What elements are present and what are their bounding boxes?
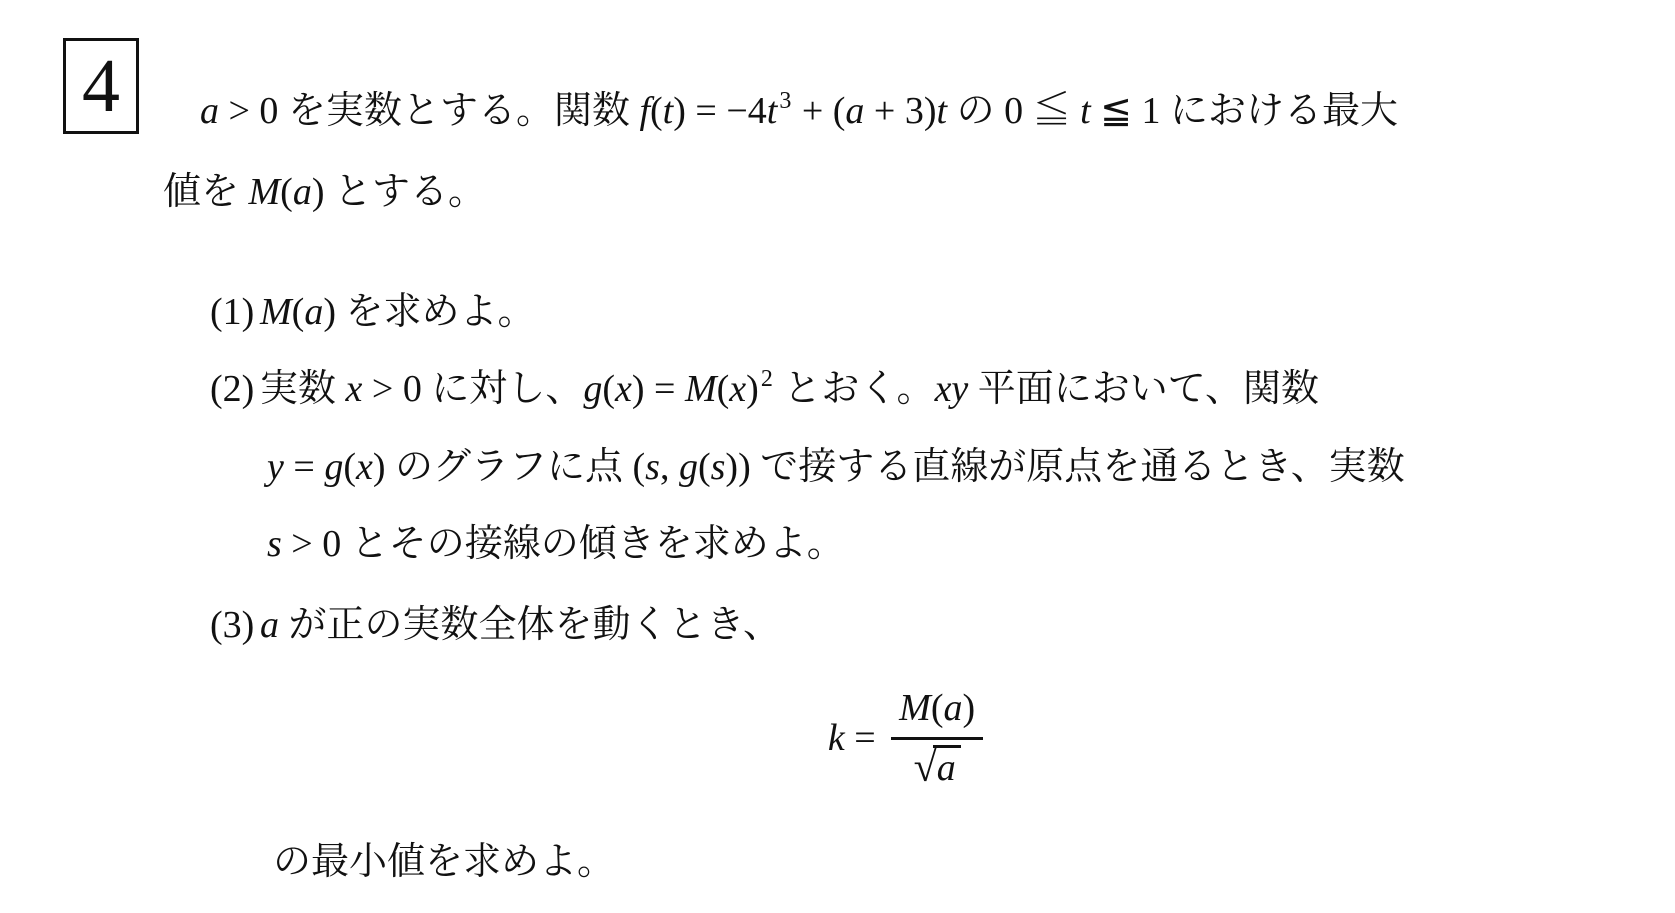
intro-line-1 [200, 86, 1398, 136]
text-segment: s [710, 446, 726, 488]
item-2-line-3 [267, 521, 845, 569]
text-segment: 平面において、関数 [968, 368, 1320, 410]
text-segment: とおく。 [773, 368, 935, 410]
item-1-content [260, 291, 535, 333]
text-segment: x [615, 368, 632, 410]
item-3-label: (3) [210, 604, 255, 646]
text-segment: + 3) [864, 90, 937, 132]
text-segment: > 0 [219, 90, 288, 132]
text-segment: の最小値を求めよ。 [273, 841, 616, 883]
text-segment: ( [697, 446, 711, 488]
text-segment: ( [716, 368, 730, 410]
equation-lhs [828, 717, 885, 759]
text-segment: x [355, 446, 373, 488]
text-segment: ) [323, 291, 346, 333]
text-segment: g [324, 446, 344, 488]
text-segment: t [766, 90, 778, 132]
problem-number: 4 [82, 44, 120, 128]
text-segment: ≦ 1 [1090, 90, 1170, 132]
text-segment: とその接線の傾きを求めよ。 [350, 523, 845, 565]
text-segment: , [659, 446, 679, 488]
text-segment: のグラフに点 [395, 446, 633, 488]
text-segment: y [267, 446, 284, 488]
text-segment: t [662, 90, 674, 132]
text-segment: s [645, 446, 660, 488]
text-segment: とする。 [333, 171, 486, 213]
text-segment: )) [725, 446, 761, 488]
text-segment: g [583, 368, 603, 410]
fraction-denominator [891, 740, 983, 790]
text-segment: を実数とする。関数 [287, 90, 640, 132]
text-segment: 3 [779, 88, 792, 114]
text-segment: ) [311, 171, 334, 213]
text-segment: t [936, 90, 948, 132]
text-segment: a [260, 604, 279, 646]
text-segment: 値を [163, 171, 249, 213]
intro-line-2 [163, 169, 486, 217]
display-equation [68, 686, 1675, 790]
text-segment: s [267, 523, 282, 565]
text-segment: M [260, 291, 292, 333]
text-segment: の [947, 90, 1005, 132]
text-segment: ) [962, 687, 976, 729]
text-segment: ) [372, 446, 395, 488]
item-2 [210, 364, 1319, 414]
text-segment: M [899, 687, 931, 729]
text-segment: ( [632, 446, 646, 488]
item-3-line-1 [260, 604, 781, 646]
text-segment: に対し、 [431, 368, 584, 410]
text-segment: M [248, 171, 281, 213]
text-segment: 0 ≦ [1004, 90, 1081, 132]
text-segment: ( [280, 171, 293, 213]
text-segment: + ( [792, 90, 846, 132]
text-segment: a [304, 291, 324, 333]
text-segment: ( [930, 687, 944, 729]
text-segment: = [283, 446, 325, 488]
radical-sign: √ [913, 745, 937, 791]
closing-line [273, 839, 615, 887]
text-segment: a [936, 747, 956, 789]
text-segment: k [827, 717, 845, 759]
text-segment: ( [650, 90, 663, 132]
problem-number-box [63, 38, 139, 134]
text-segment: > 0 [362, 368, 432, 410]
text-segment: ) = −4 [673, 90, 767, 132]
text-segment: g [678, 446, 698, 488]
text-segment: 実数 [260, 368, 346, 410]
item-1 [210, 289, 535, 337]
item-2-line-2 [267, 444, 1405, 492]
text-segment: ( [602, 368, 615, 410]
item-2-line-1 [260, 368, 1319, 410]
text-segment: a [845, 90, 865, 132]
text-segment: a [943, 687, 963, 729]
equation-fraction [891, 686, 983, 790]
text-segment: を求めよ。 [345, 291, 536, 333]
item-3 [210, 602, 781, 650]
text-segment: ) = [631, 368, 685, 410]
text-segment: M [684, 368, 717, 410]
text-segment: > 0 [281, 523, 351, 565]
text-segment: xy [934, 368, 969, 410]
item-1-label: (1) [210, 291, 255, 333]
text-segment: a [200, 90, 219, 132]
text-segment: で接する直線が原点を通るとき、実数 [760, 446, 1405, 488]
text-segment: = [844, 717, 886, 759]
text-segment: x [729, 368, 747, 410]
fraction-numerator [891, 686, 983, 740]
text-segment: 2 [760, 366, 773, 392]
text-segment: ( [343, 446, 356, 488]
item-2-label: (2) [210, 368, 255, 410]
text-segment: a [292, 171, 312, 213]
text-segment: ) [746, 368, 759, 410]
text-segment: が正の実数全体を動くとき、 [279, 604, 781, 646]
text-segment: における最大 [1170, 90, 1399, 132]
text-segment: x [345, 368, 363, 410]
text-segment: t [1080, 90, 1091, 132]
text-segment: f [639, 90, 651, 132]
text-segment: ( [291, 291, 305, 333]
